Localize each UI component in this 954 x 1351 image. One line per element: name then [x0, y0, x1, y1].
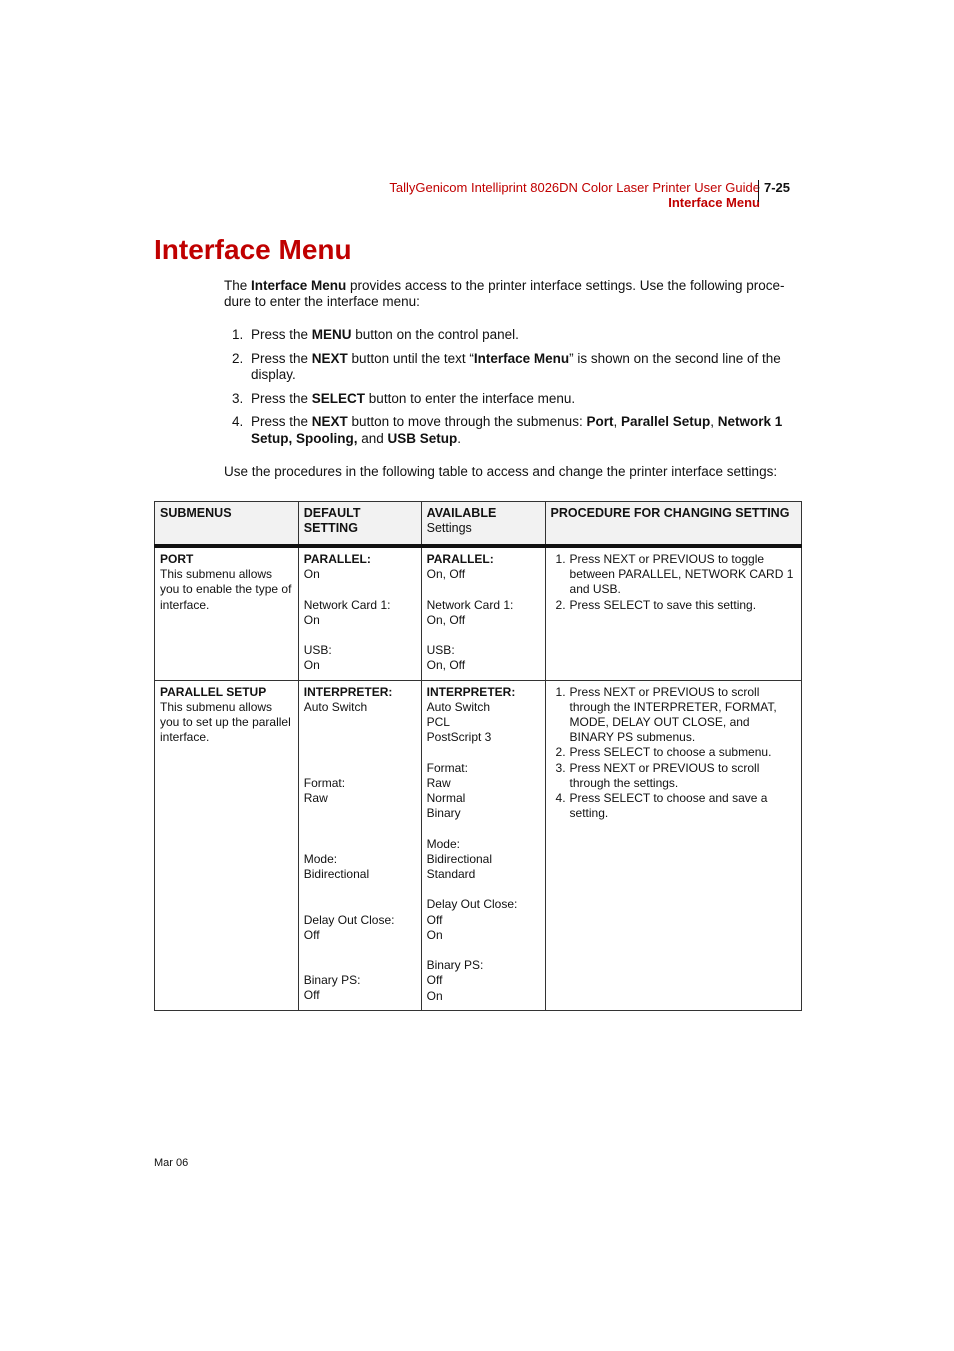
- available-settings-cell: [421, 546, 545, 680]
- procedure-step: [551, 552, 796, 598]
- intro-text-pre: The: [224, 278, 252, 293]
- spacer: [304, 628, 416, 643]
- page-title: Interface Menu: [154, 234, 352, 265]
- default-setting-cell: [298, 680, 421, 1010]
- step-text: button until the text “: [347, 350, 474, 366]
- setting-value: On, Off: [426, 567, 466, 582]
- table-intro: Use the procedures in the following table to access and change the printer interface settings:: [224, 464, 778, 479]
- setting-label: Delay Out Close:: [426, 897, 518, 912]
- procedure-step-text: Press NEXT or PREVIOUS to scroll through the INTERPRETER, FORMAT, MODE, DELAY OUT CLOSE, and BINARY PS submenus.: [569, 684, 777, 745]
- spacer: [304, 837, 416, 852]
- col-header-procedure: PROCEDURE FOR CHANGING SETTING: [545, 502, 801, 547]
- setting-label: Binary PS:: [303, 973, 361, 988]
- col-header-submenus: SUBMENUS: [155, 502, 299, 547]
- spacer: [304, 761, 416, 776]
- procedure-cell: [545, 680, 801, 1010]
- table-row: [155, 546, 802, 680]
- setting-value: On: [303, 612, 320, 627]
- step-number: 1.: [232, 327, 244, 342]
- spacer: [427, 745, 540, 760]
- spacer: [304, 730, 416, 745]
- spacer: [304, 806, 416, 821]
- procedure-step: [551, 745, 796, 760]
- step-item: [224, 414, 800, 447]
- setting-label: Binary PS:: [426, 958, 484, 973]
- footer-date: Mar 06: [154, 1157, 189, 1169]
- procedure-step: [551, 598, 796, 613]
- guide-title: TallyGenicom Intelliprint 8026DN Color Laser Printer User Guide: [389, 180, 760, 195]
- setting-value: Auto Switch: [426, 699, 491, 714]
- running-header: [300, 180, 760, 210]
- setting-value: On, Off: [426, 658, 466, 673]
- setting-value: Standard: [426, 867, 476, 881]
- setting-value: Auto Switch: [303, 699, 368, 714]
- setting-value: Bidirectional: [426, 851, 493, 866]
- procedure-step-number: 4.: [555, 791, 566, 806]
- procedure-step-number: 2.: [555, 597, 566, 612]
- step-text: Press the: [251, 350, 312, 366]
- setting-label: USB:: [303, 643, 332, 658]
- spacer: [304, 882, 416, 897]
- step-text: ,: [613, 414, 621, 429]
- submenu-cell: [155, 680, 299, 1010]
- intro-text-post: provides access to the printer interface settings. Use the following proce-dure to enter the interface menu:: [224, 278, 785, 309]
- spacer: [304, 897, 416, 912]
- setting-label: PARALLEL:: [426, 552, 494, 566]
- spacer: [427, 628, 540, 643]
- setting-label: INTERPRETER:: [426, 684, 516, 699]
- table-row: [155, 680, 802, 1010]
- interface-menu-table: [154, 501, 802, 1011]
- page-number: 7-25: [758, 180, 790, 202]
- procedure-step-number: 1.: [555, 684, 566, 699]
- step-text-bold: NEXT: [311, 350, 348, 366]
- spacer: [304, 582, 416, 597]
- setting-label: PARALLEL:: [303, 552, 371, 566]
- submenu-name: PORT: [160, 552, 194, 566]
- step-text: button to enter the interface menu.: [365, 390, 576, 406]
- procedure-list: [551, 552, 796, 613]
- step-text-bold: NEXT: [311, 414, 348, 429]
- step-text-bold: Parallel Setup: [620, 414, 711, 429]
- submenu-description: This submenu allows you to enable the type of interface.: [160, 567, 292, 612]
- step-text: Press the: [251, 390, 312, 406]
- setting-label: USB:: [426, 643, 455, 658]
- step-text: button to move through the submenus:: [347, 414, 587, 429]
- spacer: [427, 582, 540, 597]
- spacer: [304, 821, 416, 836]
- setting-label: INTERPRETER:: [303, 684, 393, 699]
- setting-value: Off: [426, 973, 443, 988]
- setting-value: Binary: [426, 806, 461, 821]
- procedure-step-number: 1.: [555, 552, 566, 566]
- setting-value: Off: [303, 988, 320, 1003]
- setting-value: Bidirectional: [303, 866, 370, 881]
- default-setting-cell: [298, 546, 421, 680]
- setting-value: Off: [426, 912, 443, 927]
- procedure-step-text: Press SELECT to choose a submenu.: [569, 745, 772, 760]
- col-header-default: DEFAULT SETTING: [298, 502, 421, 547]
- setting-value: On: [426, 927, 443, 942]
- procedure-step-text: Press SELECT to choose and save a setting.: [569, 791, 768, 821]
- procedure-steps: [224, 327, 800, 454]
- setting-value: On: [303, 658, 320, 673]
- submenu-description: This submenu allows you to set up the parallel interface.: [160, 699, 291, 745]
- available-sub-label: Settings: [426, 521, 472, 536]
- setting-value: Raw: [426, 775, 451, 790]
- procedure-step: [551, 791, 796, 821]
- spacer: [304, 745, 416, 760]
- setting-value: On, Off: [426, 612, 466, 627]
- step-number: 2.: [232, 350, 244, 366]
- step-item: [224, 327, 800, 344]
- procedure-step-text: Press NEXT or PREVIOUS to scroll through the settings.: [569, 760, 760, 790]
- step-text-bold: MENU: [311, 327, 352, 342]
- step-text: .: [457, 430, 462, 446]
- setting-label: Mode:: [303, 851, 338, 866]
- intro-paragraph: [224, 278, 800, 310]
- step-text: and: [357, 430, 388, 446]
- procedure-cell: [545, 546, 801, 680]
- setting-value: PCL: [426, 715, 450, 729]
- available-label: AVAILABLE: [426, 506, 497, 520]
- step-text-bold: Network 1 Setup, Spooling,: [251, 414, 783, 446]
- spacer: [427, 882, 540, 897]
- step-item: [224, 351, 800, 384]
- setting-label: Format:: [426, 760, 468, 775]
- step-text-bold: SELECT: [311, 390, 366, 406]
- submenu-cell: [155, 546, 299, 680]
- spacer: [304, 943, 416, 958]
- procedure-step: [551, 761, 796, 791]
- procedure-step-text: Press SELECT to save this setting.: [569, 597, 757, 612]
- spacer: [427, 943, 540, 958]
- procedure-step: [551, 685, 796, 746]
- available-settings-cell: [421, 680, 545, 1010]
- setting-label: Network Card 1:: [303, 597, 391, 612]
- step-text-bold: USB Setup: [387, 430, 458, 446]
- spacer: [304, 715, 416, 730]
- setting-value: On: [303, 567, 320, 582]
- table-header-row: [155, 502, 802, 547]
- procedure-step-number: 3.: [555, 760, 566, 775]
- step-text: Press the: [251, 327, 312, 342]
- step-number: 3.: [232, 390, 244, 406]
- submenu-name: PARALLEL SETUP: [160, 684, 267, 699]
- setting-label: Delay Out Close:: [303, 912, 395, 927]
- setting-label: Format:: [303, 775, 346, 790]
- intro-text-bold: Interface Menu: [251, 278, 347, 293]
- step-text: button on the control panel.: [351, 327, 519, 342]
- setting-label: Mode:: [426, 836, 460, 851]
- step-text: Press the: [251, 414, 312, 429]
- step-text-bold: Port: [586, 414, 614, 429]
- setting-value: On: [426, 988, 443, 1003]
- step-number: 4.: [232, 414, 244, 429]
- procedure-step-text: Press NEXT or PREVIOUS to toggle between PARALLEL, NETWORK CARD 1 and USB.: [569, 552, 794, 597]
- procedure-step-number: 2.: [555, 745, 566, 760]
- step-text: ” is shown on the second line of the display.: [251, 350, 781, 382]
- setting-value: Off: [303, 927, 320, 942]
- col-header-available: [421, 502, 545, 547]
- step-text-bold: Interface Menu: [473, 350, 570, 366]
- setting-value: PostScript 3: [426, 730, 492, 745]
- procedure-list: [551, 685, 796, 822]
- setting-value: Raw: [303, 790, 328, 805]
- spacer: [427, 821, 540, 836]
- setting-value: Normal: [426, 791, 466, 805]
- step-item: [224, 391, 800, 408]
- section-name: Interface Menu: [668, 195, 760, 210]
- spacer: [304, 958, 416, 973]
- step-text: ,: [710, 414, 718, 429]
- setting-label: Network Card 1:: [426, 597, 514, 612]
